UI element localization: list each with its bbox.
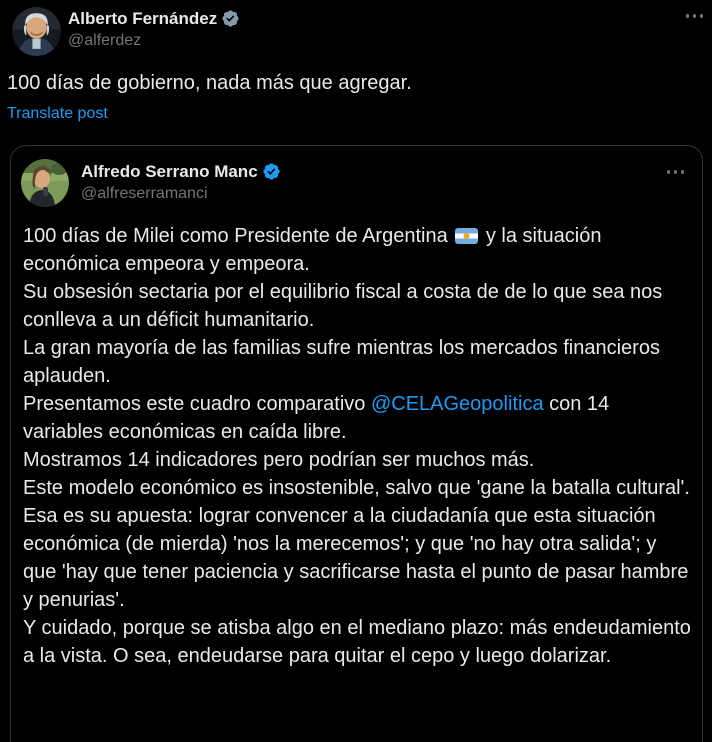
text-segment: y la situación económica empeora y empeora. bbox=[23, 225, 602, 275]
avatar-photo-alfredo bbox=[21, 159, 69, 207]
main-tweet-text: 100 días de gobierno, nada más que agregar. bbox=[7, 72, 412, 94]
quoted-text-paragraph bbox=[23, 390, 691, 446]
text-segment: La gran mayoría de las familias sufre mientras los mercados financieros aplauden. bbox=[23, 337, 660, 387]
quoted-author-handle[interactable]: @alfreserramanci bbox=[81, 185, 208, 202]
quoted-tweet-card[interactable] bbox=[10, 145, 703, 742]
verified-badge-gray-icon bbox=[221, 9, 240, 28]
main-author-handle[interactable]: @alferdez bbox=[68, 32, 142, 49]
main-author-block bbox=[68, 8, 240, 51]
text-segment: Su obsesión sectaria por el equilibrio fiscal a costa de de lo que sea nos conlleva a un déficit humanitario. bbox=[23, 281, 663, 331]
quoted-author-name[interactable]: Alfredo Serrano Manc bbox=[81, 162, 258, 181]
avatar-photo-alberto bbox=[12, 7, 61, 56]
quoted-text-paragraph bbox=[23, 446, 691, 474]
quoted-author-avatar[interactable] bbox=[21, 159, 69, 207]
verified-badge-blue-icon bbox=[262, 162, 281, 181]
text-segment: Presentamos este cuadro comparativo bbox=[23, 393, 371, 415]
text-segment: Y cuidado, porque se atisba algo en el mediano plazo: más endeudamiento a la vista. O sea, endeudarse para quitar el cepo y luego dolarizar. bbox=[23, 617, 691, 667]
quoted-tweet-text bbox=[23, 222, 691, 670]
text-segment: Esa es su apuesta: lograr convencer a la ciudadanía que esta situación económica (de mierda) 'nos la merecemos'; y que 'no hay otra salida'; y que 'hay que tener paciencia y sacrificarse hasta el punto de pasar hambre y penurias'. bbox=[23, 505, 689, 611]
argentina-flag-emoji bbox=[455, 228, 478, 244]
more-options-icon[interactable] bbox=[682, 10, 708, 22]
main-author-avatar[interactable] bbox=[12, 7, 61, 56]
text-segment: Mostramos 14 indicadores pero podrían ser muchos más. bbox=[23, 449, 535, 471]
quoted-author-block bbox=[81, 161, 281, 204]
quoted-more-options-icon[interactable] bbox=[663, 166, 689, 178]
text-segment: con 14 variables económicas en caída libre. bbox=[23, 393, 610, 443]
main-author-name[interactable]: Alberto Fernández bbox=[68, 9, 218, 28]
mention-link[interactable]: @CELAGeopolitica bbox=[370, 393, 544, 415]
quoted-text-paragraph bbox=[23, 614, 691, 670]
text-segment: Este modelo económico es insostenible, salvo que 'gane la batalla cultural'. bbox=[23, 477, 690, 499]
quoted-text-paragraph bbox=[23, 222, 691, 278]
quoted-text-paragraph bbox=[23, 474, 691, 502]
quoted-text-paragraph bbox=[23, 502, 691, 614]
text-segment: 100 días de Milei como Presidente de Argentina bbox=[23, 225, 454, 247]
translate-post-link[interactable]: Translate post bbox=[7, 105, 108, 122]
quoted-text-paragraph bbox=[23, 334, 691, 390]
quoted-text-paragraph bbox=[23, 278, 691, 334]
